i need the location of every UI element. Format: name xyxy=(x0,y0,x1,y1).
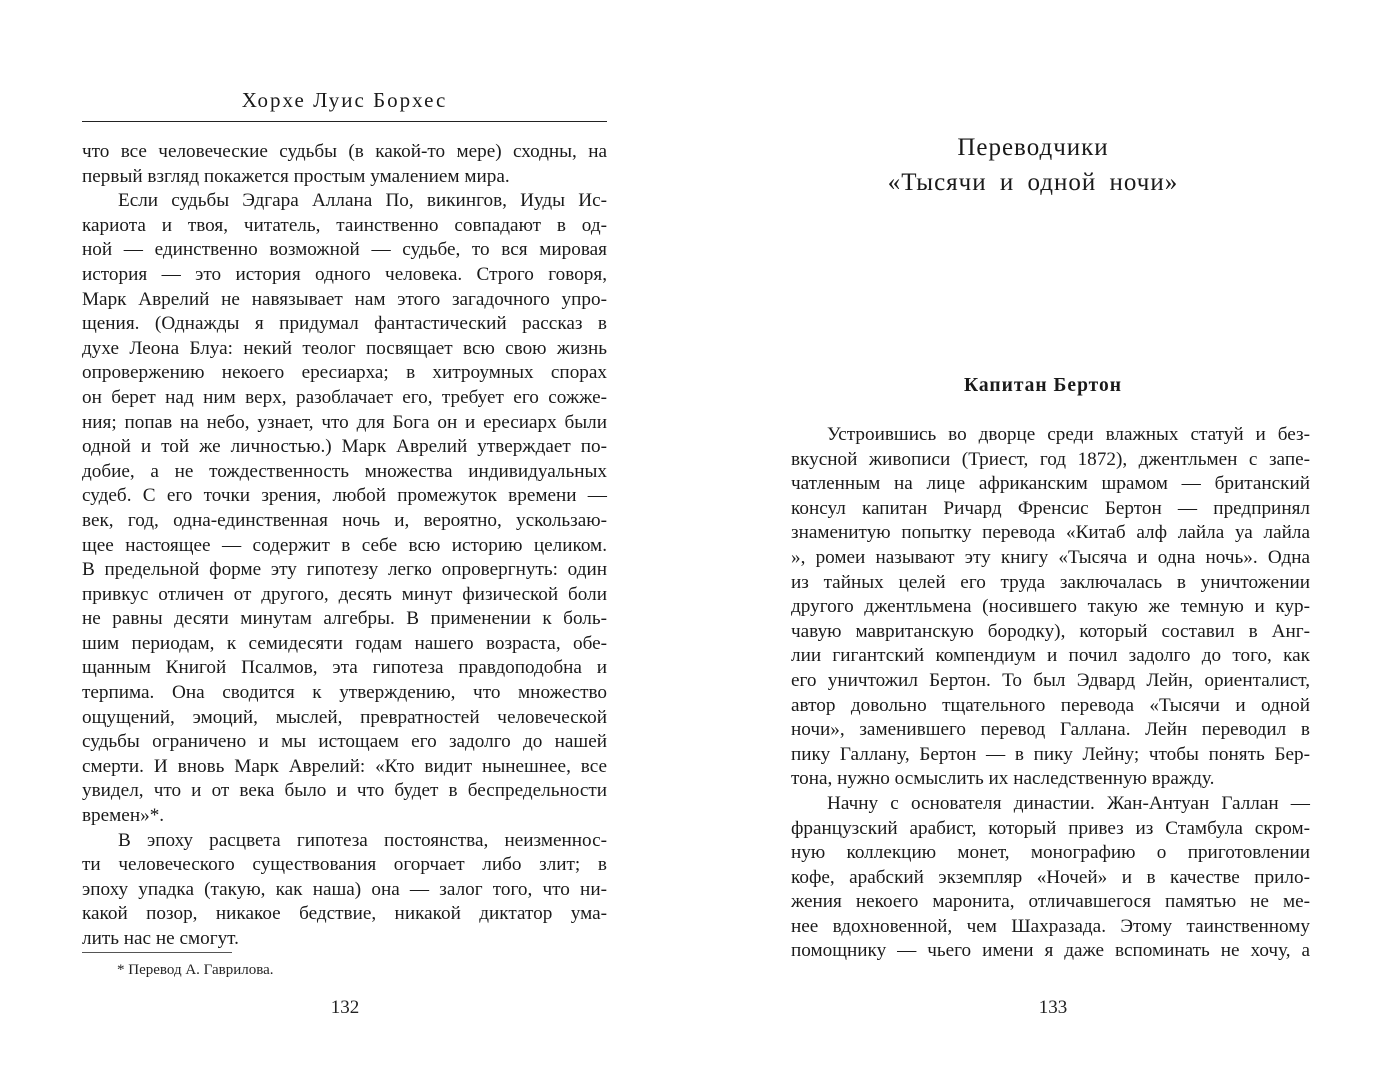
text-line: ния; попав на небо, узнает, что для Бога он и ересиарх были xyxy=(82,411,607,433)
text-line: что все человеческие судьбы (в какой-то мере) сходны, на xyxy=(82,141,607,162)
text-line: терпима. Она сводится к утверждению, что множество xyxy=(82,682,607,704)
text-line: он берет над ним верх, разоблачает его, требует его сожже- xyxy=(82,386,607,408)
chapter-title-line-1: Переводчики xyxy=(957,134,1109,161)
chapter-title-line-2: «Тысячи и одной ночи» xyxy=(887,169,1179,196)
right-page xyxy=(693,0,1387,1080)
text-line: вкусной живописи (Триест, год 1872), джентльмен с запе- xyxy=(791,448,1310,470)
header-rule xyxy=(82,121,607,122)
text-line: чатленным на лице африканским шрамом — британский xyxy=(791,473,1310,495)
text-line: щения. (Однажды я придумал фантастический рассказ в xyxy=(82,313,607,335)
text-line: жения некоего маронита, отличавшегося памятью не ме- xyxy=(791,891,1310,913)
text-line: нее вдохновенной, чем Шахразада. Этому таинственному xyxy=(791,915,1310,937)
text-line: автор довольно тщательного перевода «Тысячи и одной xyxy=(791,694,1310,716)
text-line: консул капитан Ричард Френсис Бертон — предпринял xyxy=(791,497,1310,519)
text-line: щанным Книгой Псалмов, эта гипотеза правдоподобна и xyxy=(82,657,607,679)
text-line: Устроившись во дворце среди влажных статуй и без- xyxy=(827,424,1310,445)
text-line: чавую мавританскую бородку), который составил в Анг- xyxy=(791,620,1310,642)
text-line: В предельной форме эту гипотезу легко опровергнуть: один xyxy=(82,559,607,581)
text-line: увидел, что и от века было и что будет в беспредельности xyxy=(82,780,607,802)
text-line: судеб. С его точки зрения, любой промежуток времени — xyxy=(82,485,607,507)
left-body-text xyxy=(82,140,607,952)
text-line: одной и той же личностью.) Марк Аврелий утверждает по- xyxy=(82,436,607,458)
text-line: ночи», заменившего перевод Галлана. Лейн переводил в xyxy=(791,719,1310,741)
section-title: Капитан Бертон xyxy=(964,375,1122,396)
page-number-right: 133 xyxy=(1038,997,1068,1018)
text-line: В эпоху расцвета гипотеза постоянства, неизменнос- xyxy=(118,829,607,851)
running-head-author: Хорхе Луис Борхес xyxy=(241,88,448,112)
text-line: опровержению некоего ересиарха; в хитроумных спорах xyxy=(82,362,607,384)
text-line: помощнику — чьего имени я даже вспоминать не хочу, а xyxy=(791,940,1310,962)
text-line: Если судьбы Эдгара Аллана По, викингов, Иуды Ис- xyxy=(118,190,607,212)
text-line: тона, нужно осмыслить их наследственную вражду. xyxy=(791,768,1215,790)
footnote-rule xyxy=(82,952,232,953)
text-line: духе Леона Блуа: некий теолог посвящает всю свою жизнь xyxy=(82,337,607,359)
text-line: шим периодам, к семидесяти годам нашего возраста, обе- xyxy=(82,632,607,654)
text-line: привкус отличен от другого, десять минут физической боли xyxy=(82,583,607,605)
text-line: другого джентльмена (носившего такую же темную и кур- xyxy=(791,596,1310,618)
text-line: первый взгляд покажется простым умалением мира. xyxy=(82,165,510,187)
text-line: кариота и твоя, читатель, таинственно совпадают в од- xyxy=(82,214,607,236)
text-line: добие, а не тождественность множества индивидуальных xyxy=(82,460,607,482)
text-line: эпоху упадка (такую, как наша) она — залог того, что ни- xyxy=(82,878,607,900)
text-line: его уничтожил Бертон. То был Эдвард Лейн, ориенталист, xyxy=(791,669,1310,691)
text-line: ощущений, эмоций, мыслей, превратностей человеческой xyxy=(82,706,607,728)
text-line: времен»*. xyxy=(82,805,165,827)
right-body-text xyxy=(791,423,1310,964)
text-line: кофе, арабский экземпляр «Ночей» и в качестве прило- xyxy=(791,866,1310,888)
text-line: судьбы ограничено и мы истощаем его задолго до нашей xyxy=(82,731,607,753)
text-line: », ромеи называют эту книгу «Тысяча и одна ночь». Одна xyxy=(791,546,1310,568)
page-number-left: 132 xyxy=(330,997,360,1018)
text-line: Начну с основателя династии. Жан-Антуан Галлан — xyxy=(827,792,1310,814)
text-line: знаменитую попытку перевода «Китаб алф лайла уа лайла xyxy=(791,522,1310,544)
text-line: век, год, одна-единственная ночь и, вероятно, ускользаю- xyxy=(82,509,607,531)
text-line: история — это история одного человека. Строго говоря, xyxy=(82,263,607,285)
text-line: ти человеческого существования огорчает либо злит; в xyxy=(82,854,607,876)
left-page xyxy=(0,0,693,1080)
text-line: лии гигантский компендиум и почил задолго до того, как xyxy=(791,645,1310,667)
text-line: какой позор, никакое бедствие, никакой диктатор ума- xyxy=(82,903,607,925)
text-line: пику Галлану, Бертон — в пику Лейну; чтобы понять Бер- xyxy=(791,743,1310,765)
text-line: ную коллекцию монет, монографию о приготовлении xyxy=(791,842,1310,864)
text-line: Марк Аврелий не навязывает нам этого загадочного упро- xyxy=(82,288,607,310)
text-line: щее настоящее — содержит в себе всю историю целиком. xyxy=(82,534,607,556)
text-line: ной — единственно возможной — судьбе, то вся мировая xyxy=(82,239,607,261)
footnote: * Перевод А. Гаврилова. xyxy=(117,962,274,978)
text-line: смерти. И вновь Марк Аврелий: «Кто видит нынешнее, все xyxy=(82,755,607,777)
text-line: из тайных целей его труда заключалась в уничтожении xyxy=(791,571,1310,593)
text-line: лить нас не смогут. xyxy=(82,928,239,949)
text-line: не равны десяти минутам алгебры. В применении к боль- xyxy=(82,608,607,630)
chapter-title xyxy=(773,130,1293,200)
text-line: французский арабист, который привез из Стамбула скром- xyxy=(791,817,1310,839)
